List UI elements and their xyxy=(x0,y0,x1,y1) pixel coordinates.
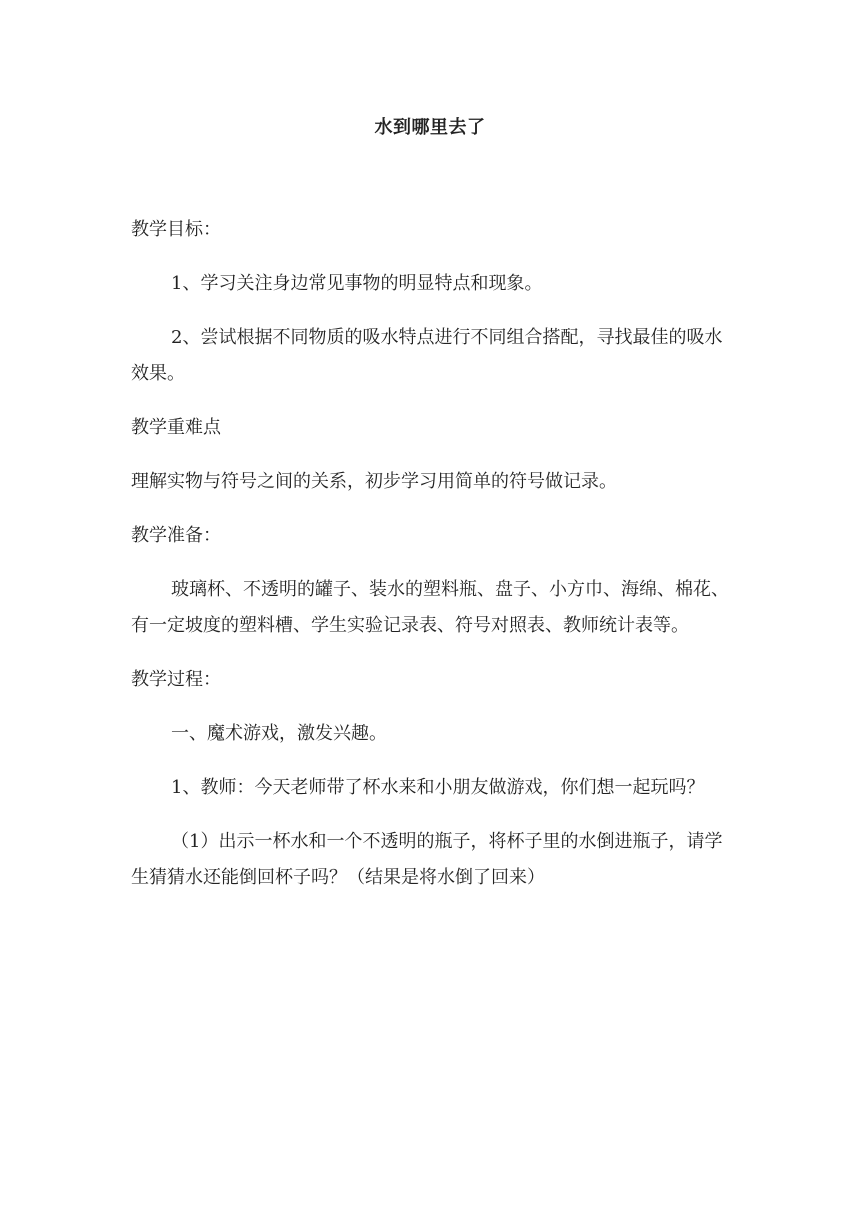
paragraph-section-1: 一、魔术游戏，激发兴趣。 xyxy=(171,723,387,744)
paragraph-goal-1: 1、学习关注身边常见事物的明显特点和现象。 xyxy=(171,273,543,294)
paragraph-goal-2: 2、尝试根据不同物质的吸水特点进行不同组合搭配，寻找最佳的吸水效果。 xyxy=(131,327,723,384)
document-body xyxy=(131,212,731,914)
paragraph-key-difficulties: 理解实物与符号之间的关系，初步学习用简单的符号做记录。 xyxy=(131,471,617,492)
paragraph-step-1-1: （1）出示一杯水和一个不透明的瓶子，将杯子里的水倒进瓶子，请学生猜猜水还能倒回杯子吗？（结果是将水倒了回来） xyxy=(131,831,723,888)
document-title: 水到哪里去了 xyxy=(374,117,486,138)
heading-teaching-goals: 教学目标： xyxy=(131,219,221,240)
paragraph-step-1: 1、教师：今天老师带了杯水来和小朋友做游戏，你们想一起玩吗？ xyxy=(171,777,705,798)
paragraph-preparation: 玻璃杯、不透明的罐子、装水的塑料瓶、盘子、小方巾、海绵、棉花、有一定坡度的塑料槽、学生实验记录表、符号对照表、教师统计表等。 xyxy=(131,579,729,636)
heading-key-difficulties: 教学重难点 xyxy=(131,417,221,438)
heading-teaching-preparation: 教学准备： xyxy=(131,525,221,546)
heading-teaching-process: 教学过程： xyxy=(131,669,221,690)
